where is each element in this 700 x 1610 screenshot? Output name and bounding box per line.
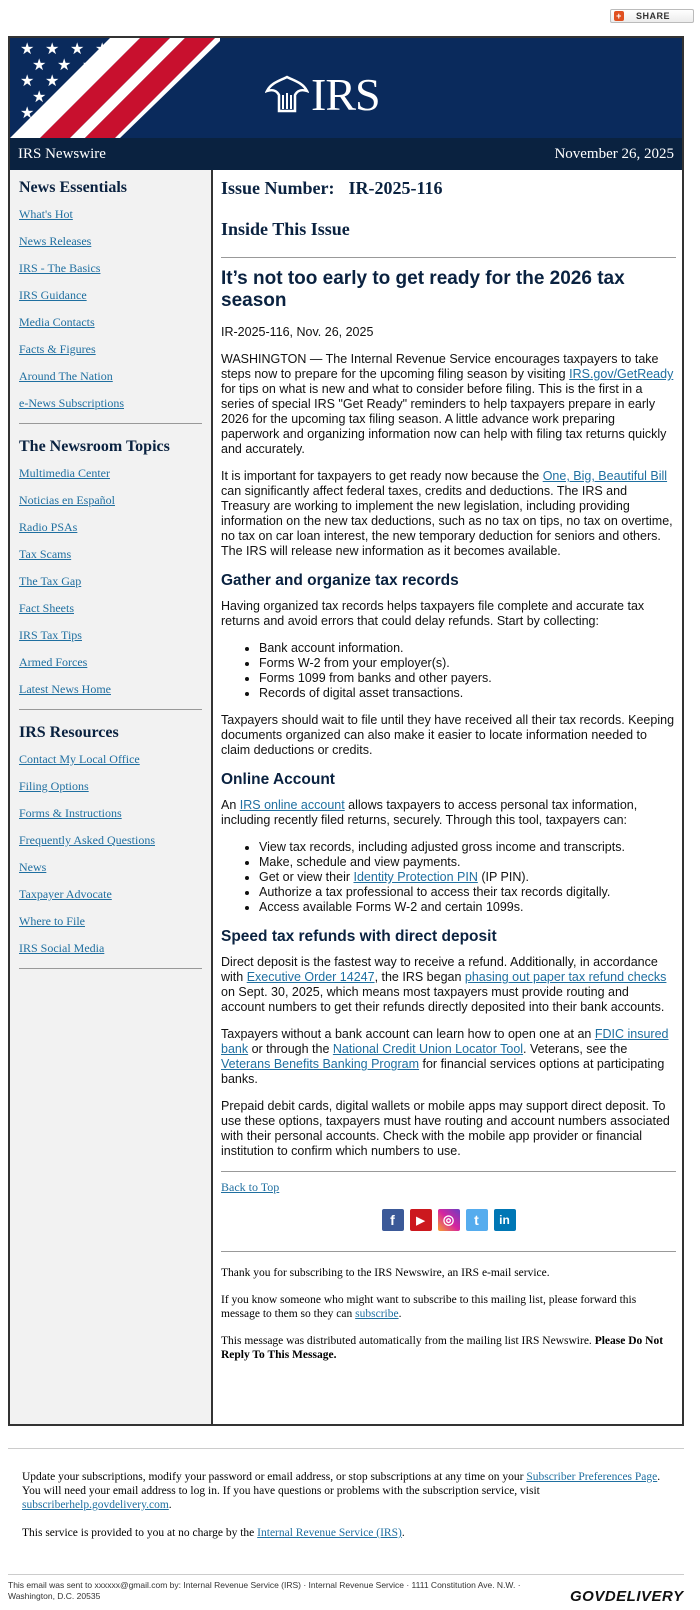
footer-text <box>221 1334 676 1362</box>
svg-text:★: ★ <box>45 41 60 58</box>
text: on Sept. 30, 2025, which means most taxpayers must provide routing and account numbers to get their refunds directly deposited into their bank accounts. <box>221 985 665 1014</box>
paragraph: Prepaid debit cards, digital wallets or mobile apps may support direct deposit. To use these options, taxpayers must have routing and account numbers associated with their personal accounts. Check with the mobile app provider or financial institution to confirm which numbers to use. <box>221 1099 670 1158</box>
text: (IP PIN). <box>477 870 530 884</box>
sidebar-link[interactable]: IRS Social Media <box>19 941 105 955</box>
text: If you know someone who might want to subscribe to this mailing list, please forward this message to them so they can <box>221 1294 637 1320</box>
share-button[interactable] <box>610 9 694 23</box>
subscriber-help-link[interactable]: subscriberhelp.govdelivery.com <box>22 1499 169 1511</box>
list-item <box>259 870 676 885</box>
online-account-link[interactable]: IRS online account <box>239 798 345 812</box>
govdelivery-logo[interactable]: GOVDELIVERY <box>570 1588 684 1605</box>
subscriber-preferences-link[interactable]: Subscriber Preferences Page <box>526 1471 658 1483</box>
text: or through the <box>248 1042 333 1056</box>
divider <box>221 1251 676 1252</box>
sidebar-link[interactable]: Fact Sheets <box>19 601 74 615</box>
text: An <box>221 798 240 812</box>
list-item: • Records of digital asset transactions. <box>259 686 676 701</box>
text: . <box>398 1308 402 1320</box>
irs-logo-text: IRS <box>311 69 380 120</box>
sidebar-link[interactable]: Radio PSAs <box>19 520 78 534</box>
getready-link[interactable]: IRS.gov/GetReady <box>569 367 674 381</box>
fdic-link[interactable]: FDIC insured bank <box>221 1027 669 1056</box>
text: . <box>168 1499 172 1511</box>
divider <box>19 968 202 969</box>
text: can significantly affect federal taxes, credits and deductions. The IRS and Treasury are working to implement the new legislation, including providing information on the new tax deductions, such as no tax on tips, no tax on overtime, no tax on car loan interest, the new temporary deduction for seniors and others. The IRS will release new information as it becomes available. <box>221 484 673 558</box>
text: . You will need your email address to log in. If you have questions or problems with the subscription service, visit <box>22 1471 661 1497</box>
instagram-icon[interactable]: ◎ <box>438 1209 460 1231</box>
paragraph <box>221 798 676 828</box>
article-title: It’s not too early to get ready for the 2026 tax season <box>221 268 625 311</box>
sidebar-link[interactable]: Media Contacts <box>19 315 95 329</box>
footer-paragraph <box>22 1526 662 1540</box>
eagle-icon <box>265 75 309 115</box>
subscribe-link[interactable]: subscribe <box>355 1308 399 1320</box>
paragraph <box>221 1027 676 1087</box>
paragraph <box>221 352 676 457</box>
footer-paragraph <box>22 1470 662 1512</box>
sidebar-heading: IRS Resources <box>19 724 119 741</box>
list-item: • Authorize a tax professional to access their tax records digitally. <box>259 885 676 900</box>
obbb-link[interactable]: One, Big, Beautiful Bill <box>542 469 668 483</box>
sidebar-link[interactable]: IRS Tax Tips <box>19 628 82 642</box>
text: Direct deposit is the fastest way to receive a refund. Additionally, in accordance with <box>221 955 658 984</box>
text: It is important for taxpayers to get ready now because the <box>221 469 543 483</box>
credit-union-link[interactable]: National Credit Union Locator Tool <box>332 1042 524 1056</box>
records-list <box>259 641 676 701</box>
svg-text:★: ★ <box>82 57 97 74</box>
issue-number-value: IR-2025-116 <box>348 178 443 198</box>
youtube-icon[interactable]: ▶ <box>410 1209 432 1231</box>
footer-text: Thank you for subscribing to the IRS Newswire, an IRS e-mail service. <box>221 1267 550 1279</box>
executive-order-link[interactable]: Executive Order 14247 <box>246 970 375 984</box>
text: . <box>401 1527 405 1539</box>
newswire-bar <box>10 138 682 170</box>
divider <box>221 1171 676 1172</box>
back-to-top-link[interactable]: Back to Top <box>221 1180 280 1194</box>
sidebar-link[interactable]: The Tax Gap <box>19 574 82 588</box>
linkedin-icon[interactable]: in <box>494 1209 516 1231</box>
text: Taxpayers without a bank account can learn how to open one at an <box>221 1027 595 1041</box>
veterans-link[interactable]: Veterans Benefits Banking Program <box>221 1057 420 1071</box>
divider <box>221 257 676 258</box>
list-item: • Make, schedule and view payments. <box>259 855 676 870</box>
text: for financial services options at participating banks. <box>221 1057 665 1086</box>
sidebar-link[interactable]: Contact My Local Office <box>19 752 140 766</box>
irs-link[interactable]: Internal Revenue Service (IRS) <box>257 1527 402 1539</box>
sidebar-link[interactable]: Tax Scams <box>19 547 72 561</box>
sidebar-link[interactable]: IRS Guidance <box>19 288 87 302</box>
svg-text:★: ★ <box>57 57 72 74</box>
irs-logo <box>265 68 380 121</box>
sidebar-link[interactable]: News <box>19 860 47 874</box>
paragraph <box>221 955 676 1015</box>
facebook-icon[interactable]: f <box>382 1209 404 1231</box>
sent-to-notice: This email was sent to xxxxxx@gmail.com by: Internal Revenue Service (IRS) · Internal Revenue Service · 1111 Constitution Ave. N.W. · Washington, D.C. 20535 <box>8 1580 521 1601</box>
text: This message was distributed automatically from the mailing list IRS Newswire. <box>221 1335 595 1347</box>
svg-text:★: ★ <box>70 41 85 58</box>
flag-graphic <box>10 38 220 138</box>
svg-text:★: ★ <box>32 89 47 106</box>
social-links <box>221 1209 676 1231</box>
subscription-footer <box>22 1470 662 1554</box>
inside-heading: Inside This Issue <box>221 219 350 239</box>
text: for tips on what is new and what to consider before filing. This is the first in a series of special IRS "Get Ready" reminders to help taxpayers prepare in early 2026 for the upcoming tax filing season. A little advance work preparing paperwork and organizing information now can help with filing tax returns quickly and accurately. <box>221 382 667 456</box>
sidebar-link[interactable]: Latest News Home <box>19 682 111 696</box>
dateline: IR-2025-116, Nov. 26, 2025 <box>221 325 374 339</box>
banner <box>10 38 682 138</box>
section-heading: Gather and organize tax records <box>221 572 459 589</box>
divider <box>19 709 202 710</box>
svg-text:★: ★ <box>57 89 72 106</box>
text: Get or view their <box>259 870 354 884</box>
main-content <box>215 170 682 1424</box>
list-item: • Forms W-2 from your employer(s). <box>259 656 676 671</box>
list-item: • Access available Forms W-2 and certain 1099s. <box>259 900 676 915</box>
sidebar <box>10 170 213 1424</box>
text: . Veterans, see the <box>523 1042 628 1056</box>
list-item: • Bank account information. <box>259 641 676 656</box>
paragraph: Having organized tax records helps taxpayers file complete and accurate tax returns and avoid errors that could delay refunds. Start by collecting: <box>221 599 645 628</box>
ip-pin-link[interactable]: Identity Protection PIN <box>353 870 478 884</box>
sidebar-link[interactable]: Taxpayer Advocate <box>19 887 112 901</box>
text: This service is provided to you at no charge by the <box>22 1527 258 1539</box>
svg-text:★: ★ <box>20 105 35 122</box>
newsletter-frame <box>8 36 684 1426</box>
text: WASHINGTON — The Internal Revenue Service encourages taxpayers to take steps now to prepare for the upcoming filing season by visiting <box>221 352 659 381</box>
text: allows taxpayers to access personal tax information, including recently filed returns, securely. Through this tool, taxpayers can: <box>221 798 638 827</box>
section-heading: Speed tax refunds with direct deposit <box>221 928 497 945</box>
svg-text:★: ★ <box>45 73 60 90</box>
sidebar-heading: The Newsroom Topics <box>19 438 170 455</box>
issue-label: Issue Number: <box>221 178 335 198</box>
section-heading: Online Account <box>221 771 335 788</box>
phasing-out-link[interactable]: phasing out paper tax refund checks <box>464 970 667 984</box>
footer-text <box>221 1293 676 1321</box>
sidebar-link[interactable]: Facts & Figures <box>19 342 96 356</box>
list-item: • Forms 1099 from banks and other payers. <box>259 671 676 686</box>
newswire-label: IRS Newswire <box>18 145 106 162</box>
sidebar-link[interactable]: News Releases <box>19 234 92 248</box>
sidebar-link[interactable]: Around The Nation <box>19 369 113 383</box>
sidebar-link[interactable]: e-News Subscriptions <box>19 396 124 410</box>
svg-text:★: ★ <box>95 41 110 58</box>
svg-text:★: ★ <box>32 57 47 74</box>
sidebar-link[interactable]: Forms & Instructions <box>19 806 122 820</box>
sidebar-heading: News Essentials <box>19 179 128 196</box>
sidebar-link[interactable]: Armed Forces <box>19 655 88 669</box>
divider <box>19 423 202 424</box>
svg-text:★: ★ <box>20 73 35 90</box>
svg-text:★: ★ <box>20 41 35 58</box>
divider <box>8 1574 684 1575</box>
plus-icon: + <box>614 11 624 21</box>
issue-date: November 26, 2025 <box>554 145 674 162</box>
text: Update your subscriptions, modify your password or email address, or stop subscriptions at any time on your <box>22 1471 527 1483</box>
sidebar-link[interactable]: Frequently Asked Questions <box>19 833 155 847</box>
sidebar-link[interactable]: Multimedia Center <box>19 466 110 480</box>
twitter-icon[interactable]: t <box>466 1209 488 1231</box>
text: , the IRS began <box>374 970 465 984</box>
divider <box>8 1448 684 1449</box>
sidebar-link[interactable]: Filing Options <box>19 779 89 793</box>
sidebar-link[interactable]: Where to File <box>19 914 85 928</box>
paragraph: Taxpayers should wait to file until they have received all their tax records. Keeping documents organized can also make it easier to locate information needed to claim deductions or credits. <box>221 713 675 757</box>
no-reply-notice: Please Do Not Reply To This Message. <box>221 1335 664 1361</box>
share-label: SHARE <box>636 11 671 21</box>
sidebar-link[interactable]: IRS - The Basics <box>19 261 101 275</box>
issue-number <box>221 178 676 199</box>
sidebar-link[interactable]: What's Hot <box>19 207 73 221</box>
list-item: • View tax records, including adjusted gross income and transcripts. <box>259 840 676 855</box>
paragraph <box>221 469 676 559</box>
online-account-list <box>259 840 676 915</box>
sidebar-link[interactable]: Noticias en Español <box>19 493 115 507</box>
svg-text:★: ★ <box>70 73 85 90</box>
